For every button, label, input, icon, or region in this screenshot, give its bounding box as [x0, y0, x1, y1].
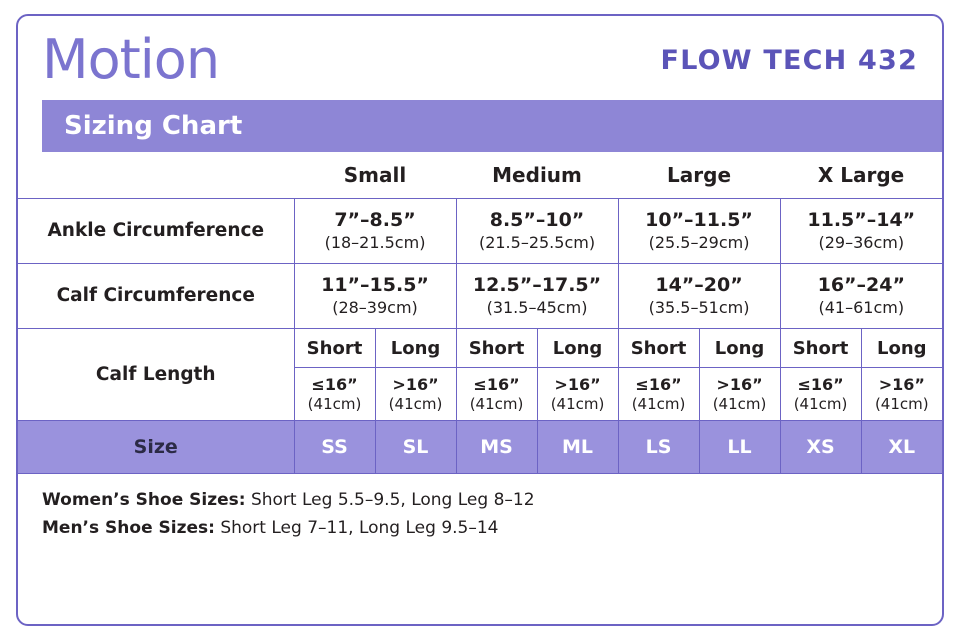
cell-secondary: (31.5–45cm): [486, 297, 588, 317]
cell-primary: ≤16”: [797, 375, 844, 395]
column-header-xlarge: X Large: [817, 163, 905, 187]
row-label-size: Size: [18, 421, 294, 474]
footnote-text: Short Leg 7–11, Long Leg 9.5–14: [214, 518, 499, 538]
cell-ankle-small: [294, 199, 456, 264]
size-code-ll: LL: [699, 421, 780, 474]
cell-secondary: (41cm): [793, 394, 848, 413]
sizing-table: [18, 152, 942, 474]
cell-secondary: (41cm): [631, 394, 686, 413]
size-code-ms: MS: [456, 421, 537, 474]
subheader-small-short: Short: [294, 329, 375, 368]
column-header-medium: Medium: [492, 163, 582, 187]
cell-secondary: (35.5–51cm): [648, 297, 750, 317]
subheader-small-long: Long: [375, 329, 456, 368]
cell-length-large-long: [699, 368, 780, 421]
cell-length-small-short: [294, 368, 375, 421]
footnote-mens-shoe-sizes: [42, 518, 942, 538]
subheader-medium-long: Long: [537, 329, 618, 368]
cell-primary: 14”–20”: [655, 274, 743, 297]
cell-primary: >16”: [392, 375, 439, 395]
cell-primary: 8.5”–10”: [489, 209, 585, 232]
cell-primary: 12.5”–17.5”: [472, 274, 602, 297]
cell-secondary: (41cm): [388, 394, 443, 413]
row-label-calf-circumference: Calf Circumference: [18, 264, 294, 329]
brand-header: [18, 16, 942, 100]
subheader-large-long: Long: [699, 329, 780, 368]
cell-primary: 16”–24”: [817, 274, 905, 297]
sizing-chart-sheet: [16, 14, 944, 626]
footnote-label: Men’s Shoe Sizes:: [42, 518, 215, 538]
column-header-small: Small: [343, 163, 407, 187]
size-code-ml: ML: [537, 421, 618, 474]
cell-primary: 11.5”–14”: [807, 209, 916, 232]
cell-length-small-long: [375, 368, 456, 421]
cell-primary: ≤16”: [635, 375, 682, 395]
subheader-medium-short: Short: [456, 329, 537, 368]
cell-secondary: (41cm): [712, 394, 767, 413]
cell-ankle-large: [618, 199, 780, 264]
row-label-ankle-circumference: Ankle Circumference: [18, 199, 294, 264]
size-code-sl: SL: [375, 421, 456, 474]
size-code-xs: XS: [780, 421, 861, 474]
cell-length-medium-long: [537, 368, 618, 421]
cell-ankle-medium: [456, 199, 618, 264]
cell-length-xlarge-short: [780, 368, 861, 421]
cell-calf-large: [618, 264, 780, 329]
brand-logo: Motion: [42, 28, 220, 91]
footnote-womens-shoe-sizes: [42, 490, 942, 510]
cell-secondary: (41cm): [550, 394, 605, 413]
subheader-large-short: Short: [618, 329, 699, 368]
table-header-row: [18, 152, 942, 199]
cell-secondary: (28–39cm): [332, 297, 418, 317]
cell-primary: >16”: [716, 375, 763, 395]
cell-secondary: (29–36cm): [818, 232, 905, 252]
cell-length-medium-short: [456, 368, 537, 421]
cell-ankle-xlarge: [780, 199, 942, 264]
cell-secondary: (41cm): [469, 394, 524, 413]
cell-primary: 10”–11.5”: [645, 209, 753, 232]
footnote-text: Short Leg 5.5–9.5, Long Leg 8–12: [245, 490, 535, 510]
footnotes: [18, 474, 942, 538]
page-title: Sizing Chart: [64, 111, 243, 141]
column-header-large: Large: [667, 163, 732, 187]
size-code-xl: XL: [861, 421, 942, 474]
cell-primary: 7”–8.5”: [334, 209, 416, 232]
table-row-calf-length-subheaders: [18, 329, 942, 368]
table-row-size-codes: [18, 421, 942, 474]
row-label-calf-length: Calf Length: [18, 329, 294, 421]
cell-secondary: (41cm): [307, 394, 362, 413]
size-code-ss: SS: [294, 421, 375, 474]
size-code-ls: LS: [618, 421, 699, 474]
subheader-xlarge-long: Long: [861, 329, 942, 368]
cell-primary: ≤16”: [311, 375, 358, 395]
cell-secondary: (25.5–29cm): [648, 232, 750, 252]
table-row-calf-circumference: [18, 264, 942, 329]
cell-length-large-short: [618, 368, 699, 421]
section-title-bar: [42, 100, 942, 152]
cell-calf-xlarge: [780, 264, 942, 329]
cell-primary: 11”–15.5”: [321, 274, 429, 297]
product-model-label: FLOW TECH 432: [660, 44, 918, 76]
cell-secondary: (41cm): [874, 394, 929, 413]
footnote-label: Women’s Shoe Sizes:: [42, 490, 246, 510]
cell-calf-small: [294, 264, 456, 329]
cell-secondary: (41–61cm): [818, 297, 905, 317]
table-row-ankle-circumference: [18, 199, 942, 264]
subheader-xlarge-short: Short: [780, 329, 861, 368]
cell-length-xlarge-long: [861, 368, 942, 421]
cell-secondary: (21.5–25.5cm): [478, 232, 596, 252]
cell-primary: ≤16”: [473, 375, 520, 395]
cell-primary: >16”: [878, 375, 925, 395]
cell-secondary: (18–21.5cm): [324, 232, 426, 252]
cell-calf-medium: [456, 264, 618, 329]
cell-primary: >16”: [554, 375, 601, 395]
header-spacer: [18, 152, 294, 199]
